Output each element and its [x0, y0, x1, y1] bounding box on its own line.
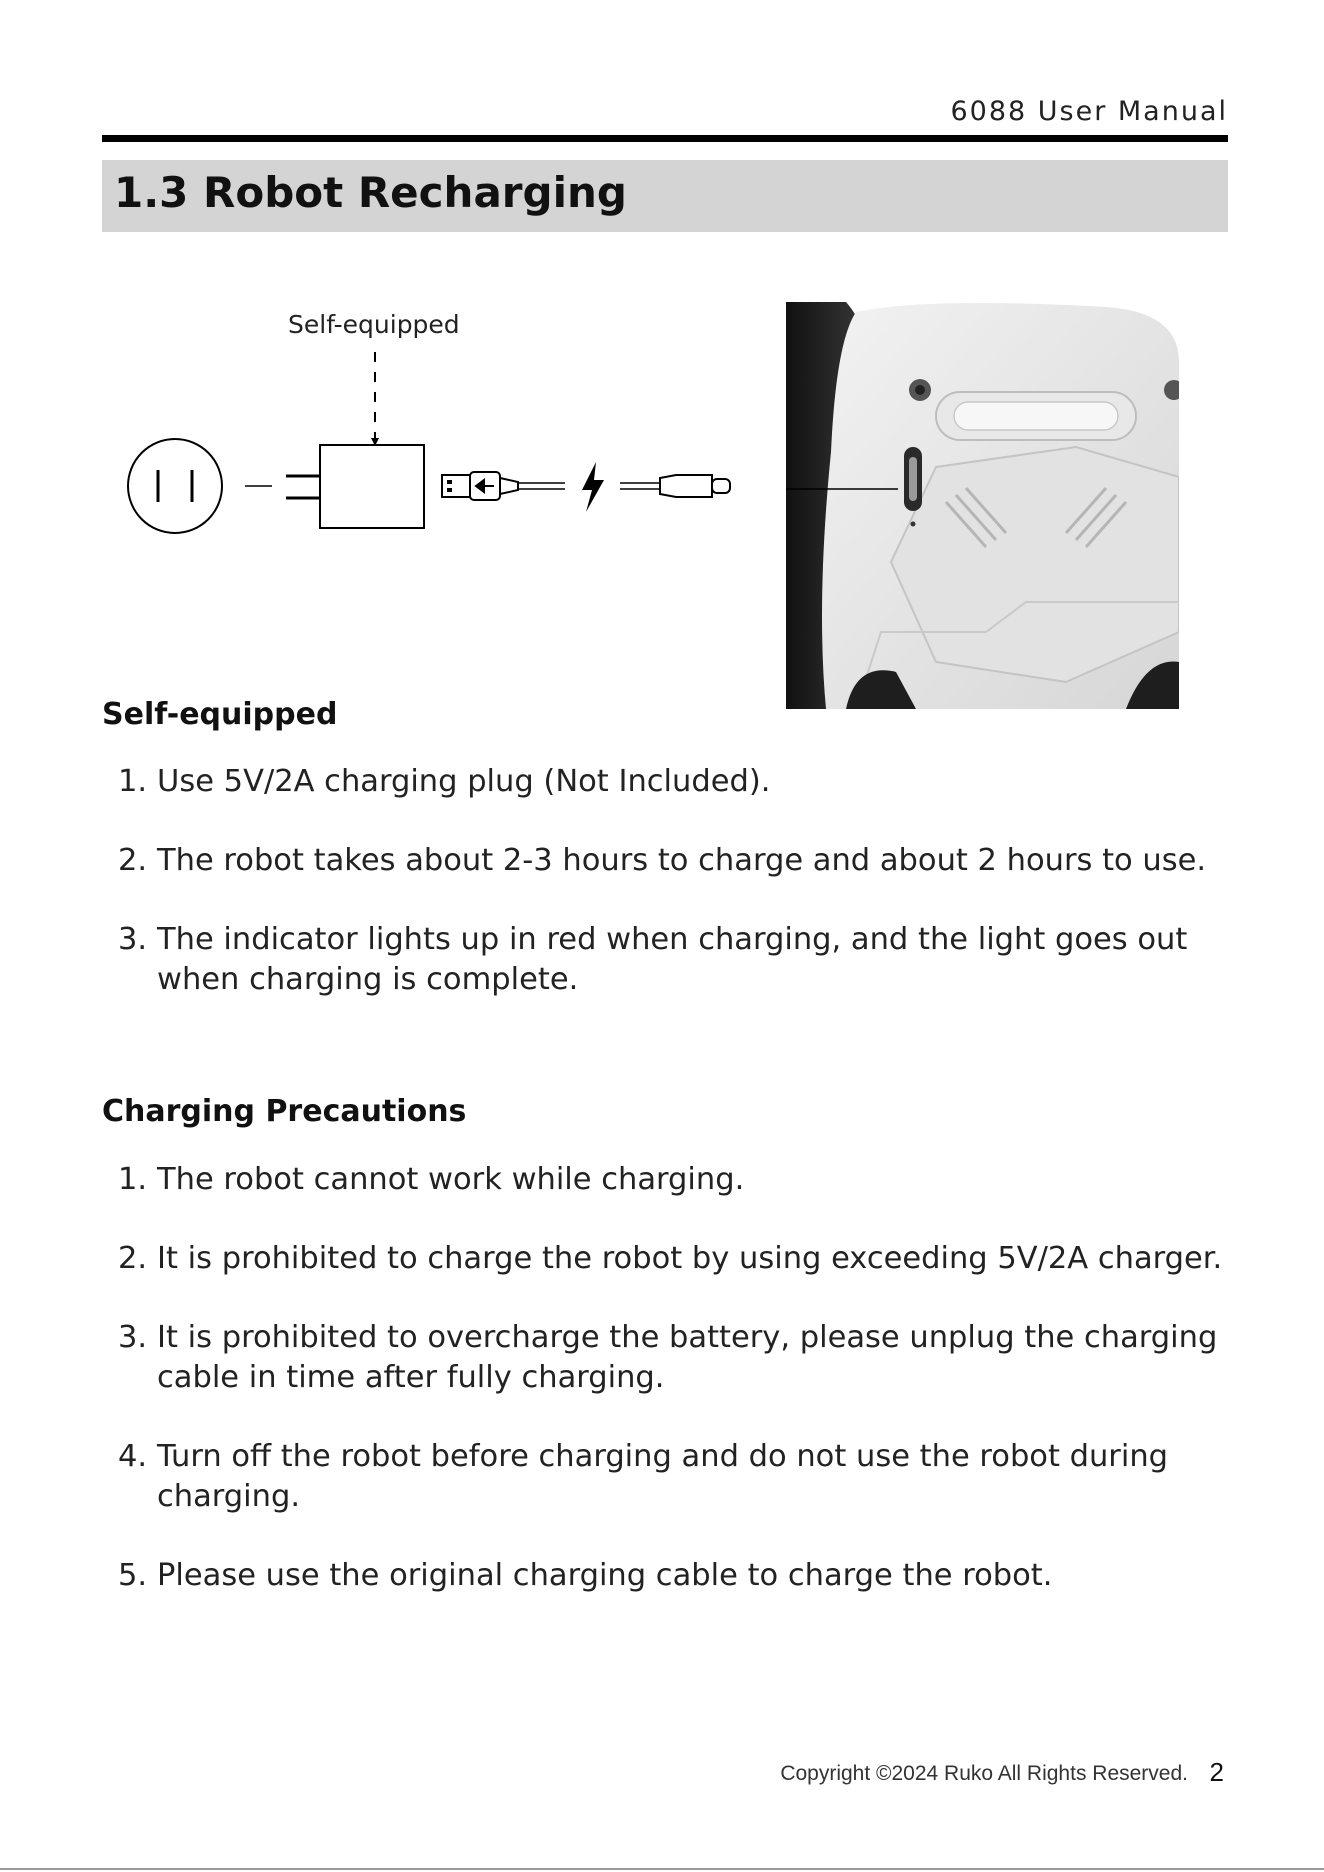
list-item-text: Use 5V/2A charging plug (Not Included).	[157, 764, 771, 799]
list-item	[102, 1318, 1232, 1398]
self-equipped-heading: Self-equipped	[102, 697, 338, 732]
charging-chain-drawing	[120, 300, 740, 560]
power-adapter-icon	[286, 445, 424, 528]
self-equipped-list	[102, 762, 1232, 1039]
header-rule	[102, 135, 1228, 142]
list-item-text: Please use the original charging cable to charge the robot.	[157, 1558, 1053, 1593]
list-item-text: It is prohibited to overcharge the battery, please unplug the charging cable in time after fully charging.	[157, 1320, 1218, 1395]
diagram-label: Self-equipped	[288, 310, 460, 339]
list-number: 1.	[118, 1162, 148, 1197]
list-item	[102, 1239, 1232, 1279]
page-number: 2	[1209, 1757, 1224, 1787]
usb-c-plug-icon	[620, 475, 730, 497]
lightning-bolt-icon	[582, 462, 604, 512]
list-item-text: It is prohibited to charge the robot by using exceeding 5V/2A charger.	[157, 1241, 1223, 1276]
list-number: 2.	[118, 843, 148, 878]
list-number: 3.	[118, 1320, 148, 1355]
footer-copyright: Copyright ©2024 Ruko All Rights Reserved.	[780, 1762, 1188, 1785]
charging-diagram	[120, 300, 740, 560]
wall-outlet-icon	[128, 439, 222, 533]
manual-header-title: 6088 User Manual	[950, 96, 1228, 127]
list-item	[102, 1160, 1232, 1200]
section-title-bar	[102, 160, 1228, 232]
list-item-text: The robot takes about 2-3 hours to charge and about 2 hours to use.	[157, 843, 1207, 878]
charging-precautions-list	[102, 1160, 1232, 1635]
bottom-rule	[0, 1868, 1324, 1870]
list-item	[102, 1437, 1232, 1517]
list-item-text: The indicator lights up in red when charging, and the light goes out when charging is complete.	[157, 922, 1188, 997]
usb-a-plug-icon	[442, 472, 518, 500]
charging-precautions-heading: Charging Precautions	[102, 1094, 467, 1129]
list-item-text: Turn off the robot before charging and do not use the robot during charging.	[157, 1439, 1169, 1514]
list-item	[102, 762, 1232, 802]
list-item-text: The robot cannot work while charging.	[157, 1162, 745, 1197]
list-number: 3.	[118, 922, 148, 957]
list-number: 2.	[118, 1241, 148, 1276]
robot-charging-port-photo	[786, 302, 1179, 709]
list-item	[102, 841, 1232, 881]
list-number: 5.	[118, 1558, 148, 1593]
list-item	[102, 1556, 1232, 1596]
list-number: 4.	[118, 1439, 148, 1474]
section-title: 1.3 Robot Recharging	[114, 168, 627, 217]
list-number: 1.	[118, 764, 148, 799]
list-item	[102, 920, 1232, 1000]
